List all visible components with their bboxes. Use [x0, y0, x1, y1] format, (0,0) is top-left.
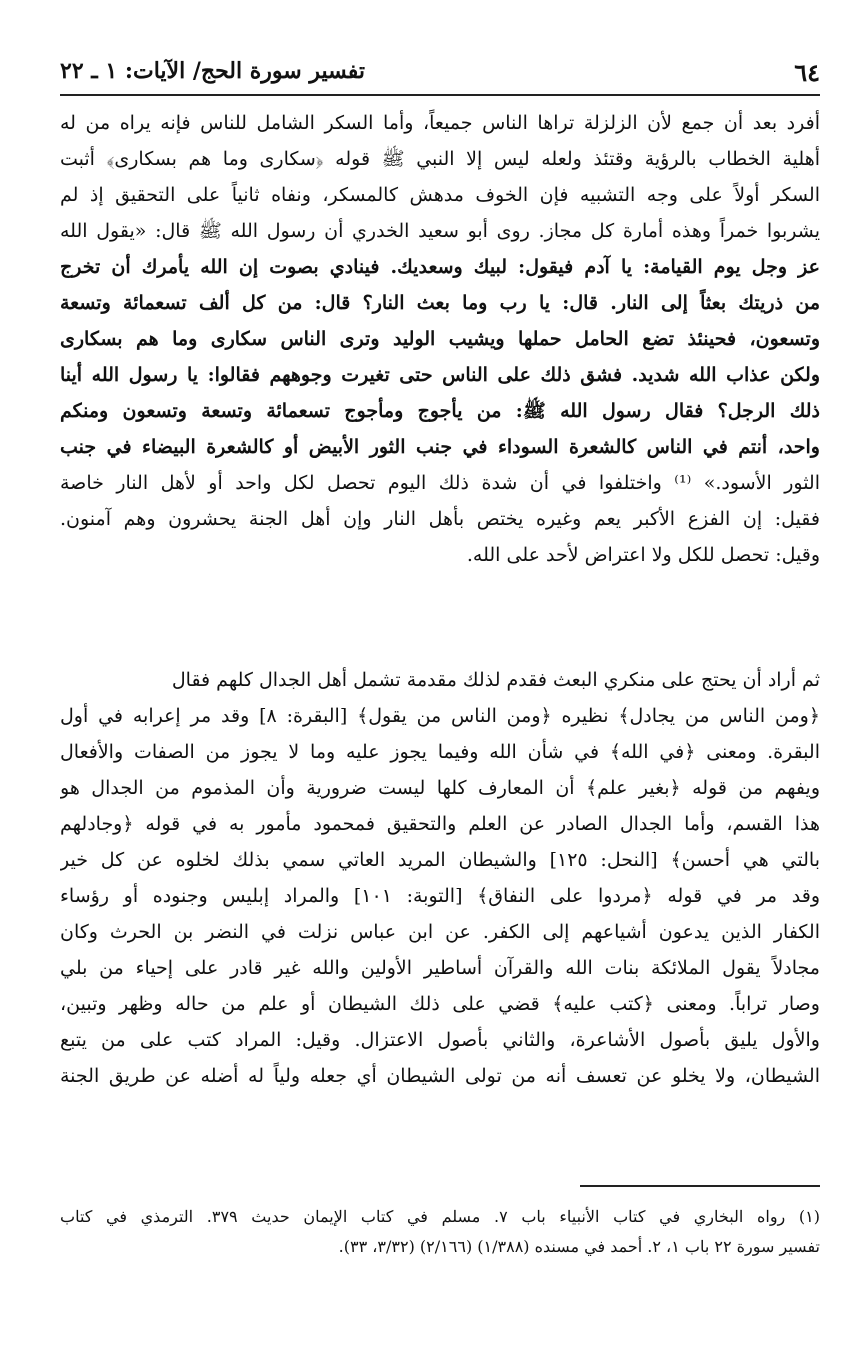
text-line: الشيطان، ولا يخلو عن تعسف أنه من تولى الشيطان أي جعله ولياً له أضله عن طريق الجنة — [60, 1065, 820, 1087]
running-title: تفسير سورة الحج/ الآيات: ١ ـ ٢٢ — [60, 58, 366, 84]
text-line: والأول يليق بأصول الأشاعرة، والثاني بأصول الاعتزال. وقيل: المراد كتب على من يتبع — [60, 1029, 820, 1051]
page-header — [60, 58, 820, 88]
text-line: يشربوا خمراً وهذه أمارة كل مجاز. روى أبو سعيد الخدري أن رسول الله ﷺ قال: «يقول الله — [60, 220, 820, 242]
hadith-line: واحد، أنتم في الناس كالشعرة السوداء في جنب الثور الأبيض أو كالشعرة البيضاء في جنب — [60, 436, 820, 458]
text-line: أهلية الخطاب بالرؤية وقتئذ ولعله ليس إلا النبي ﷺ قوله ﴿سكارى وما هم بسكارى﴾ أثبت — [60, 148, 820, 170]
text-line: ﴿ومن الناس من يجادل﴾ نظيره ﴿ومن الناس من يقول﴾ [البقرة: ٨] وقد مر إعرابه في أول — [60, 705, 820, 727]
text-line: الثور الأسود.» ⁽¹⁾ واختلفوا في أن شدة ذلك اليوم تحصل لكل واحد أو لأهل النار خاصة — [60, 472, 820, 494]
text-line: وقد مر في قوله ﴿مردوا على النفاق﴾ [التوبة: ١٠١] والمراد إبليس وجنوده أو رؤساء — [60, 885, 820, 907]
text-line: السكر أولاً على وجه التشبيه فإن الخوف مدهش كالمسكر، ونفاه ثانياً على التحقيق إذ لم — [60, 184, 820, 206]
header-divider — [60, 94, 820, 96]
text-line: أفرد بعد أن جمع لأن الزلزلة تراها الناس جميعاً، وأما السكر الشامل للناس فإنه يراه من له — [60, 112, 820, 134]
hadith-line: ذلك الرجل؟ فقال رسول الله ﷺ: من يأجوج ومأجوج تسعمائة وتسعة وتسعون ومنكم — [60, 400, 820, 422]
hadith-line: ولكن عذاب الله شديد. فشق ذلك على الناس حتى تغيرت وجوههم فقالوا: يا رسول الله أينا — [60, 364, 820, 386]
text-line: ويفهم من قوله ﴿بغير علم﴾ أن المعارف كلها ليست ضرورية وأن المذموم من الجدال هو — [60, 777, 820, 799]
hadith-line: من ذريتك بعثاً إلى النار. قال: يا رب وما بعث النار؟ قال: من كل ألف تسعمائة وتسعة — [60, 292, 820, 314]
text-line: مجادلاً يقول الملائكة بنات الله والقرآن أساطير الأولين والله غير قادر على إحياء من بلي — [60, 957, 820, 979]
text-line: البقرة. ومعنى ﴿في الله﴾ في شأن الله وفيما يجوز عليه وما لا يجوز من الصفات والأفعال — [60, 741, 820, 763]
text-line: هذا القسم، وأما الجدال الصادر عن العلم والتحقيق فمحمود مأمور به في قوله ﴿وجادلهم — [60, 813, 820, 835]
page-number: ٦٤ — [794, 58, 820, 87]
book-page — [60, 50, 820, 1350]
text-line: وقيل: تحصل للكل ولا اعتراض لأحد على الله. — [466, 544, 820, 566]
hadith-line: عز وجل يوم القيامة: يا آدم فيقول: لبيك وسعديك. فينادي بصوت إن الله يأمرك أن تخرج — [60, 256, 820, 278]
second-section — [60, 662, 820, 1094]
hadith-line: وتسعون، فحينئذ تضع الحامل حملها ويشيب الوليد وترى الناس سكارى وما هم بسكارى — [60, 328, 820, 350]
text-line: ثم أراد أن يحتج على منكري البعث فقدم لذلك مقدمة تشمل أهل الجدال كلهم فقال — [171, 669, 820, 691]
footnotes — [60, 1202, 820, 1262]
text-line: وصار تراباً. ومعنى ﴿كتب عليه﴾ قضي على ذلك الشيطان أو علم من حاله وظهر وتبين، — [60, 993, 820, 1015]
footnote-line: (١) رواه البخاري في كتاب الأنبياء باب ٧. مسلم في كتاب الإيمان حديث ٣٧٩. الترمذي في كتاب — [60, 1207, 820, 1226]
footnote-line: تفسير سورة ٢٢ باب ١، ٢. أحمد في مسنده (١/٣٨٨) (٢/١٦٦) (٣/٣٢، ٣٣). — [338, 1237, 820, 1256]
first-section — [60, 105, 820, 573]
text-line: بالتي هي أحسن﴾ [النحل: ١٢٥] والشيطان المريد العاتي سمي بذلك لخلوه عن كل خير — [60, 849, 820, 871]
text-line: فقيل: إن الفزع الأكبر يعم وغيره يختص بأهل النار وإن أهل الجنة يحشرون وهم آمنون. — [60, 508, 820, 530]
footnote-divider — [580, 1185, 820, 1187]
text-line: الكفار الذين يدعون أشياعهم إلى الكفر. عن ابن عباس نزلت في النضر بن الحرث وكان — [60, 921, 820, 943]
